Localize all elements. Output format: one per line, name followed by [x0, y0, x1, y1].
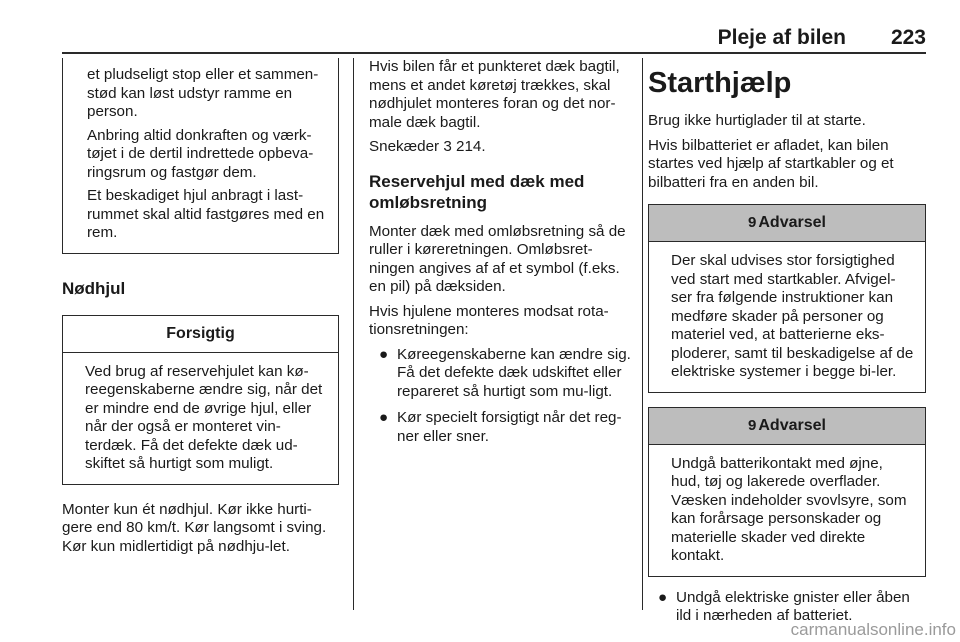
watermark: carmanualsonline.info [790, 620, 956, 639]
continued-caution-box [62, 58, 339, 254]
paragraph: Hvis bilen får et punkteret dæk bagtil, mens et andet køretøj trækkes, skal nødhjulet monteres foran og det nor-male dæk bagtil. [369, 58, 620, 131]
paragraph: Monter dæk med omløbsretning så de ruller i køreretningen. Omløbsret-ningen angives af af et symbol (f.eks. en pil) på dæksiden. [369, 222, 626, 295]
list-item-text: Undgå elektriske gnister eller åben ild i nærheden af batteriet. [676, 588, 910, 624]
page-header [62, 22, 926, 54]
bullet-list [369, 346, 634, 447]
page-reference-arrow-icon: 3 [443, 138, 452, 155]
bullet-icon: ● [379, 409, 389, 426]
section-heading: Nødhjul [62, 278, 126, 298]
header-rule [62, 52, 926, 54]
paragraph: Hvis bilbatteriet er afladet, kan bilen startes ved hjælp af startkabler og et bilbatteri fra en anden bil. [648, 136, 894, 191]
column-left [62, 58, 339, 562]
warning-box [648, 407, 926, 577]
column-middle [369, 58, 634, 454]
list-item-text: Køreegenskaberne kan ændre sig. Få det defekte dæk udskiftet eller repareret så hurtigt som mu-ligt. [397, 345, 631, 400]
warning-title [649, 205, 925, 242]
warning-label: Advarsel [758, 416, 826, 434]
column-divider [642, 58, 643, 610]
warning-text: Der skal udvises stor forsigtighed ved start med startkabler. Afvigel-ser fra følgende instruktioner kan medføre skader på personer og materiel ved, at batterierne eks-ploderer, samt til beskadigelse af de elektriske systemer i begge bi-ler. [671, 252, 914, 380]
paragraph: Brug ikke hurtiglader til at starte. [648, 112, 866, 129]
list-item [369, 409, 634, 446]
warning-icon: 9 [748, 214, 757, 231]
caution-title: Forsigtig [63, 316, 338, 353]
chapter-heading: Starthjælp [648, 67, 792, 99]
list-item-text: Kør specielt forsigtigt når det reg-ner eller sner. [397, 409, 622, 445]
bullet-icon: ● [379, 345, 389, 363]
reference-page: 214. [456, 138, 486, 155]
bullet-icon: ● [658, 588, 668, 606]
warning-box [648, 204, 926, 393]
page-number: 223 [890, 26, 926, 49]
reference-label: Snekæder [369, 138, 440, 155]
caution-text: Ved brug af reservehjulet kan kø-reegenskaberne ændre sig, når det er mindre end de øvrige hjul, eller når der også er monteret vin-terdæk. Få det defekte dæk ud-skiftet så hurtigt som muligt. [85, 362, 323, 472]
column-divider [353, 58, 354, 610]
warning-title [649, 408, 925, 445]
warning-text: Undgå batterikontakt med øjne, hud, tøj og lakerede overflader. Væsken indeholder svovlsyre, som kan forårsage personskader og materielle skader ved direkte kontakt. [671, 454, 907, 564]
warning-icon: 9 [748, 416, 757, 434]
warning-label: Advarsel [758, 214, 826, 231]
list-item [369, 346, 634, 402]
paragraph: Monter kun ét nødhjul. Kør ikke hurti-gere end 80 km/t. Kør langsomt i sving. Kør kun midlertidigt på nødhju-let. [62, 500, 327, 555]
section-heading: Reservehjul med dæk med omløbsretning [369, 171, 585, 212]
caution-box [62, 315, 339, 485]
paragraph: Et beskadiget hjul anbragt i last-rummet skal altid fastgøres med en rem. [87, 187, 325, 241]
paragraph: Anbring altid donkraften og værk-tøjet i de dertil indrettede opbeva-ringsrum og fastgør dem. [87, 126, 314, 181]
cross-reference [369, 138, 634, 157]
paragraph: Hvis hjulene monteres modsat rota-tionsretningen: [369, 302, 609, 338]
page-title: Pleje af bilen [717, 26, 846, 49]
paragraph: et pludseligt stop eller et sammen-stød kan løst udstyr ramme en person. [87, 66, 319, 120]
column-right [648, 58, 926, 634]
